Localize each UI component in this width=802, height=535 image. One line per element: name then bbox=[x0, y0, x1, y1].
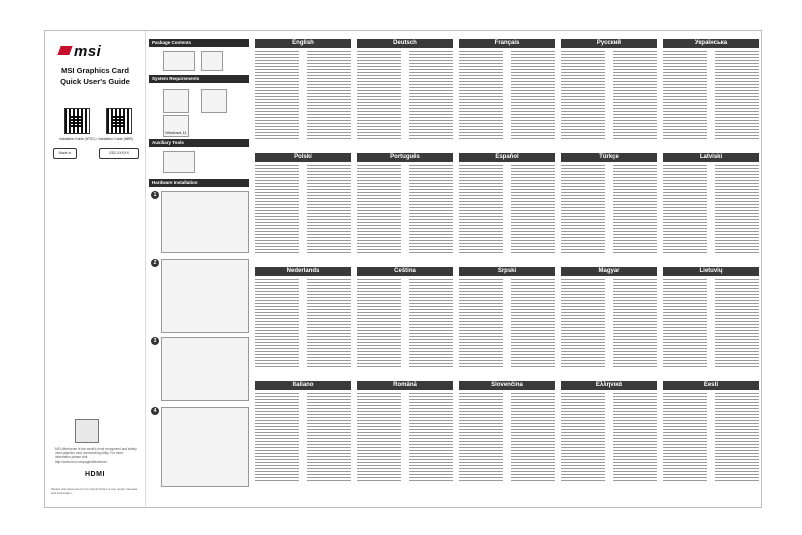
origin-badge: Made in bbox=[53, 148, 77, 159]
guide-title bbox=[51, 65, 139, 87]
language-header: Português bbox=[357, 153, 453, 162]
title-line-2: Quick User's Guide bbox=[60, 77, 130, 86]
language-section bbox=[459, 39, 555, 143]
graphics-card-image bbox=[163, 51, 195, 71]
language-header: Polski bbox=[255, 153, 351, 162]
language-header: Italiano bbox=[255, 381, 351, 390]
language-section bbox=[561, 39, 657, 143]
language-section bbox=[561, 267, 657, 371]
psu-image bbox=[163, 89, 189, 113]
qr-caption: Installation Guide (NTSC) / Installation Guide (MBR) bbox=[59, 137, 133, 141]
language-text-block bbox=[255, 393, 351, 483]
step-4-image bbox=[161, 407, 249, 487]
language-header: Srpski bbox=[459, 267, 555, 276]
hardware-column bbox=[149, 31, 251, 507]
language-header: Türkçe bbox=[561, 153, 657, 162]
language-header: Slovenčina bbox=[459, 381, 555, 390]
step-1-number: 1 bbox=[151, 191, 159, 199]
windows-image: Windows 11 bbox=[163, 115, 189, 137]
language-text-block bbox=[663, 393, 759, 483]
language-section bbox=[663, 39, 759, 143]
qr-code-left-icon bbox=[65, 109, 89, 133]
language-header: Українська bbox=[663, 39, 759, 48]
language-text-block bbox=[255, 51, 351, 141]
afterburner-icon bbox=[75, 419, 99, 443]
language-header: Lietuvių bbox=[663, 267, 759, 276]
auxiliary-tools-header: Auxiliary Tools bbox=[149, 139, 249, 147]
screwdriver-icon bbox=[163, 151, 195, 173]
language-text-block bbox=[663, 165, 759, 255]
language-header: English bbox=[255, 39, 351, 48]
language-section bbox=[255, 153, 351, 257]
language-text-block bbox=[561, 51, 657, 141]
language-header: Română bbox=[357, 381, 453, 390]
language-section bbox=[255, 267, 351, 371]
language-header: Español bbox=[459, 153, 555, 162]
language-header: Čeština bbox=[357, 267, 453, 276]
language-header: Magyar bbox=[561, 267, 657, 276]
language-text-block bbox=[357, 279, 453, 369]
language-text-block bbox=[459, 165, 555, 255]
language-section bbox=[255, 381, 351, 485]
language-text-block bbox=[459, 279, 555, 369]
language-header: Nederlands bbox=[255, 267, 351, 276]
language-text-block bbox=[561, 279, 657, 369]
language-section bbox=[255, 39, 351, 143]
package-contents-header: Package Contents bbox=[149, 39, 249, 47]
language-section bbox=[459, 381, 555, 485]
afterburner-notice: MSI Afterburner is the world's most recognized and widely used graphics card overclocking utility. For more information please visit http://www.msi.com/page/afterburner bbox=[55, 447, 137, 464]
language-text-block bbox=[459, 51, 555, 141]
step-2-number: 2 bbox=[151, 259, 159, 267]
part-number-badge: G52-XXXXX bbox=[99, 148, 139, 159]
language-text-block bbox=[663, 51, 759, 141]
step-3-number: 3 bbox=[151, 337, 159, 345]
motherboard-image bbox=[201, 89, 227, 113]
language-text-block bbox=[561, 165, 657, 255]
language-text-block bbox=[663, 279, 759, 369]
language-section bbox=[357, 153, 453, 257]
logo-text: msi bbox=[74, 43, 102, 60]
msi-logo bbox=[59, 43, 101, 60]
language-section bbox=[357, 39, 453, 143]
quick-guide-sheet bbox=[44, 30, 762, 508]
title-line-1: MSI Graphics Card bbox=[61, 66, 129, 75]
language-section bbox=[561, 153, 657, 257]
manual-image bbox=[201, 51, 223, 71]
language-section bbox=[663, 267, 759, 371]
language-section bbox=[561, 381, 657, 485]
brand-column bbox=[45, 31, 146, 507]
language-text-block bbox=[255, 165, 351, 255]
language-header: Ελληνικά bbox=[561, 381, 657, 390]
qr-code-right-icon bbox=[107, 109, 131, 133]
language-section bbox=[459, 153, 555, 257]
step-3-image bbox=[161, 337, 249, 401]
language-header: Eesti bbox=[663, 381, 759, 390]
language-header: Latviski bbox=[663, 153, 759, 162]
system-requirements-header: System Requirements bbox=[149, 75, 249, 83]
language-section bbox=[663, 381, 759, 485]
language-text-block bbox=[459, 393, 555, 483]
language-section bbox=[357, 267, 453, 371]
hdmi-logo: HDMI bbox=[85, 471, 105, 478]
language-section bbox=[357, 381, 453, 485]
step-1-image bbox=[161, 191, 249, 253]
language-header: Русский bbox=[561, 39, 657, 48]
step-4-number: 4 bbox=[151, 407, 159, 415]
language-section bbox=[459, 267, 555, 371]
step-2-image bbox=[161, 259, 249, 333]
language-text-block bbox=[357, 165, 453, 255]
language-text-block bbox=[357, 51, 453, 141]
language-text-block bbox=[357, 393, 453, 483]
hardware-installation-header: Hardware Installation bbox=[149, 179, 249, 187]
dragon-icon bbox=[57, 46, 72, 55]
language-section bbox=[663, 153, 759, 257]
language-header: Deutsch bbox=[357, 39, 453, 48]
language-text-block bbox=[561, 393, 657, 483]
language-text-block bbox=[255, 279, 351, 369]
footnote: Please visit www.msi.com to check if there is any newer manuals and information. bbox=[51, 487, 138, 495]
language-header: Français bbox=[459, 39, 555, 48]
